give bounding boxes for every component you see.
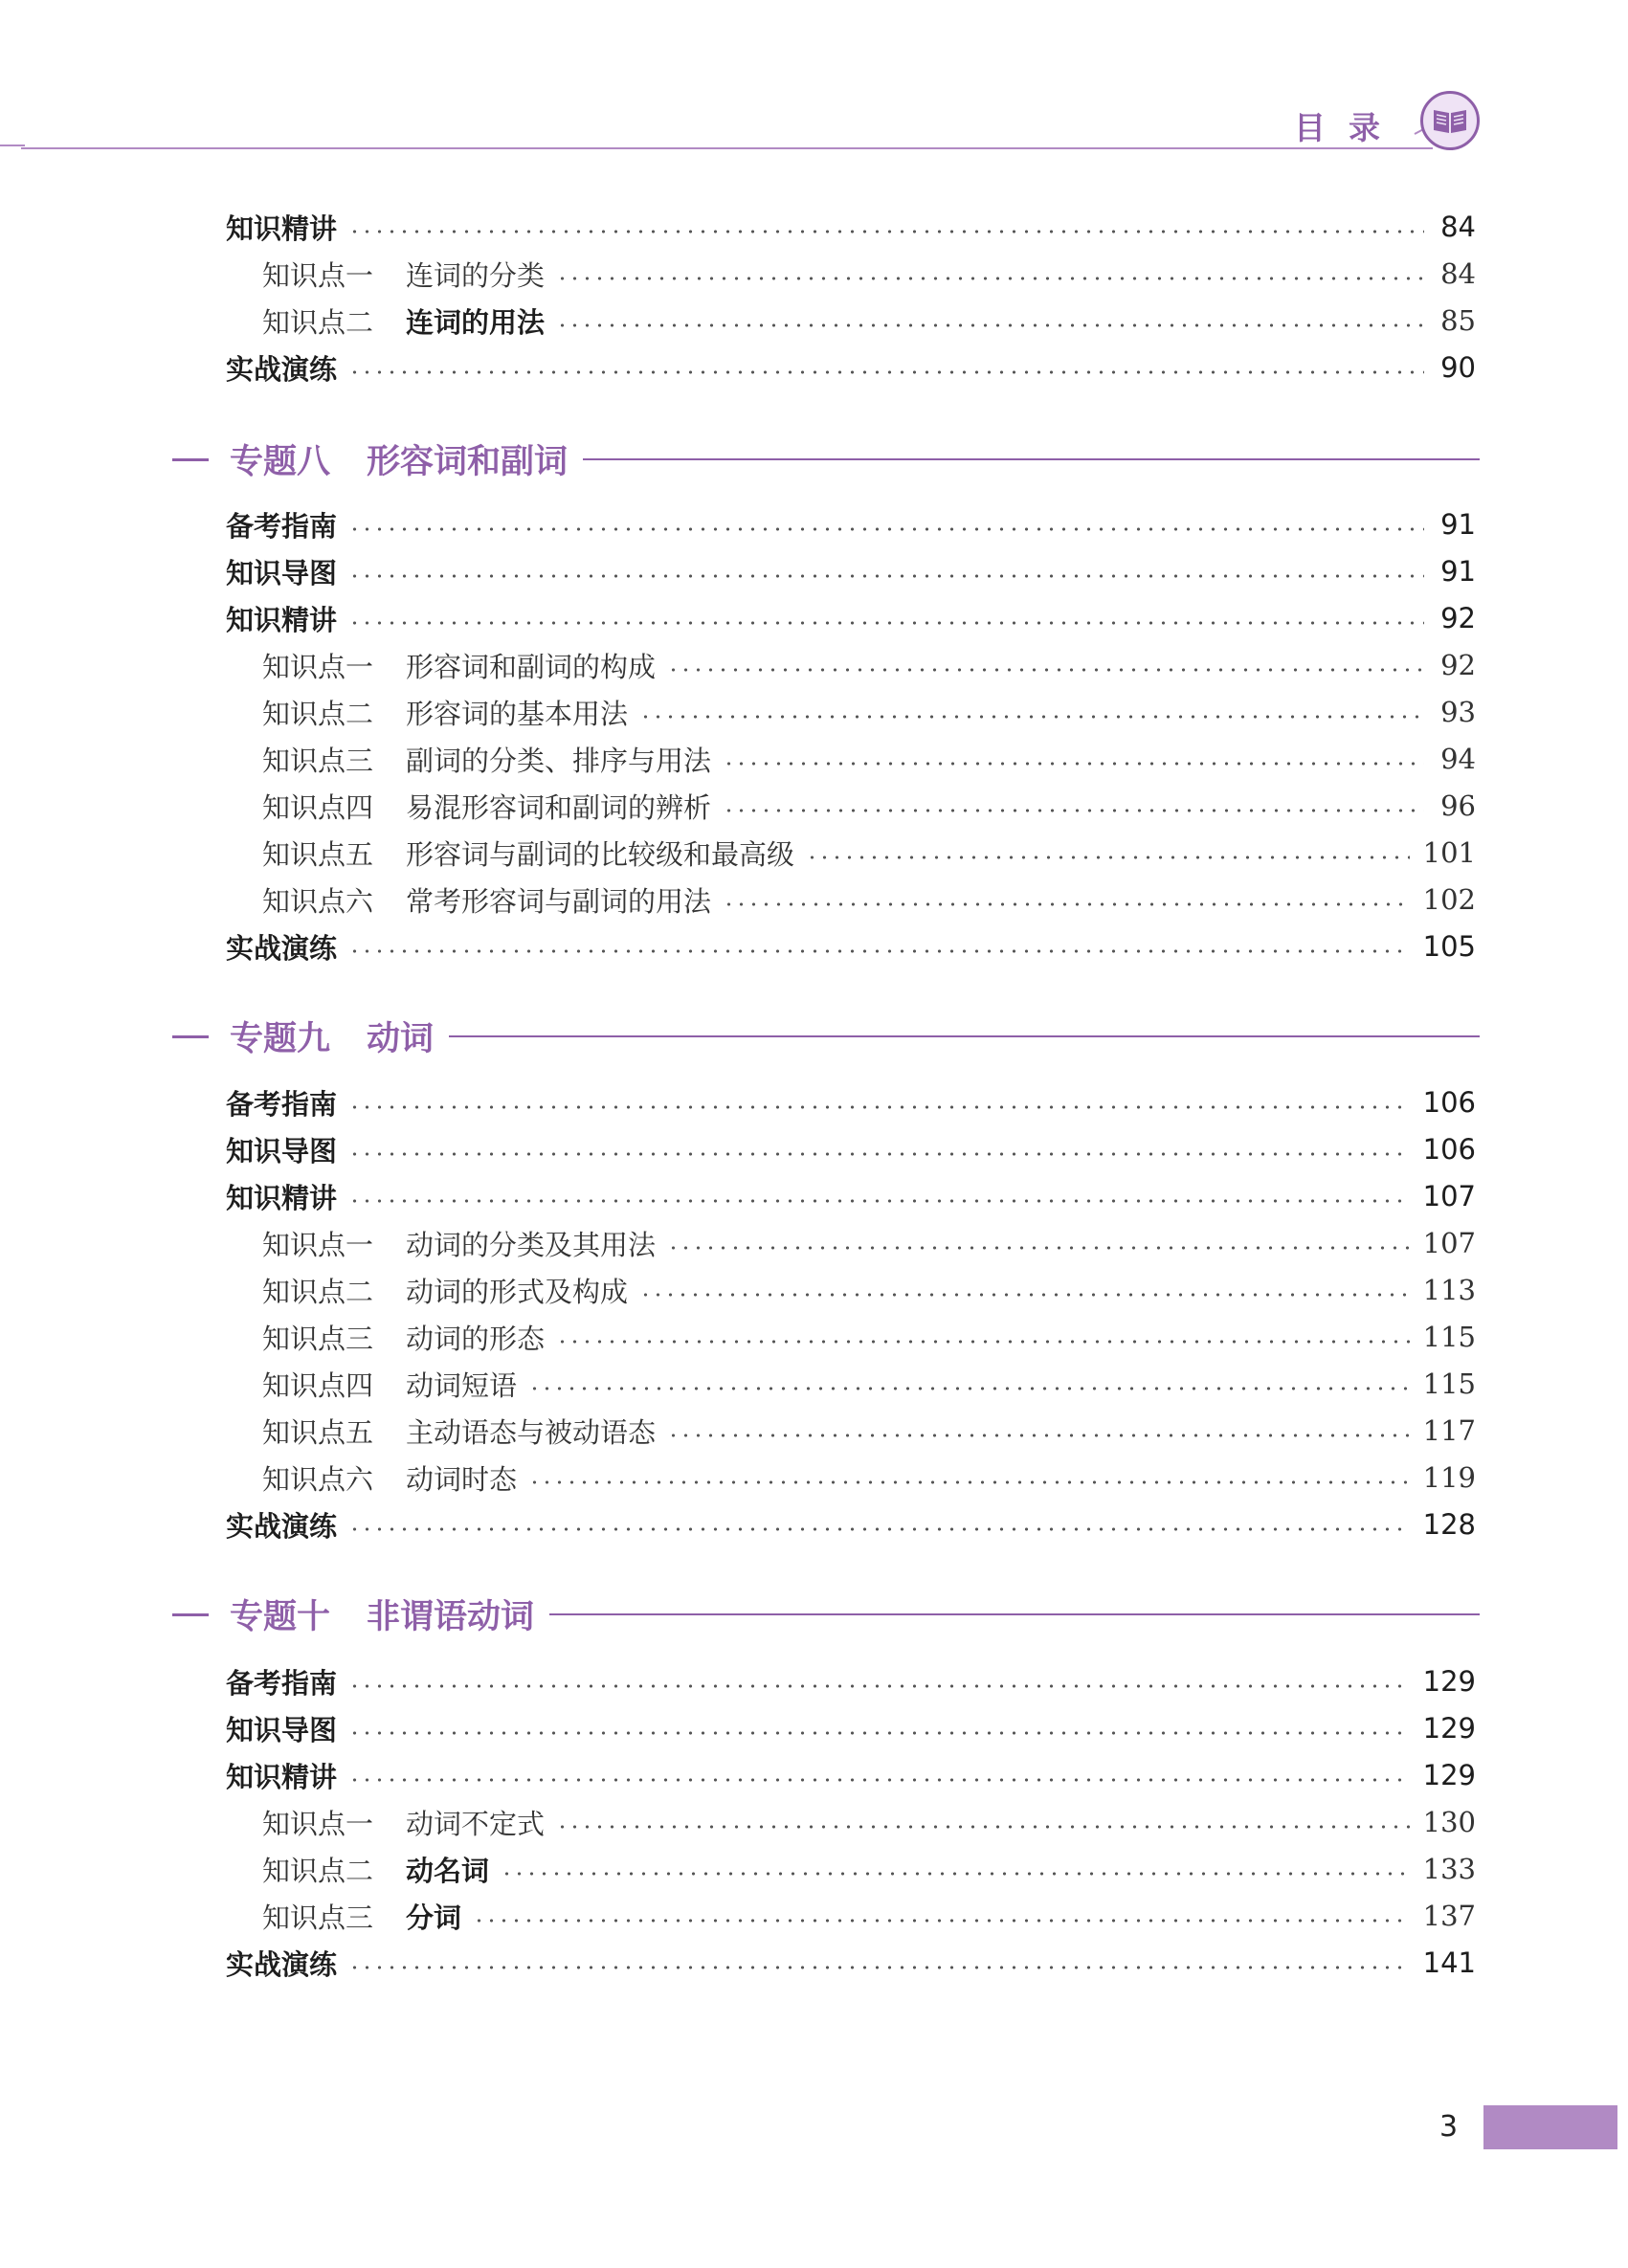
dot-leader [348, 1778, 1410, 1782]
toc-subentry[interactable]: 知识点三 动词的形态 115 [262, 1321, 1476, 1355]
toc-subentry[interactable]: 知识点一 动词的分类及其用法 107 [262, 1227, 1476, 1261]
dot-leader [348, 230, 1424, 233]
dot-leader [528, 1387, 1410, 1390]
toc-subentry[interactable]: 知识点五 形容词与副词的比较级和最高级 101 [262, 836, 1476, 871]
dot-leader [723, 902, 1410, 906]
toc-subentry[interactable]: 知识点一 连词的分类 84 [262, 257, 1476, 292]
heading-rule [449, 1035, 1480, 1037]
toc-entry[interactable]: 备考指南 106 [226, 1086, 1476, 1121]
toc-entry[interactable]: 备考指南 91 [226, 508, 1476, 543]
dot-leader [556, 1825, 1410, 1829]
dot-leader [639, 1293, 1410, 1297]
toc-subentry[interactable]: 知识点三 副词的分类、排序与用法 94 [262, 743, 1476, 777]
dot-leader [348, 527, 1424, 531]
chapter-heading[interactable]: 专题十 非谓语动词 [172, 1590, 1480, 1638]
footer-color-bar [1483, 2105, 1617, 2149]
toc-subentry[interactable]: 知识点六 常考形容词与副词的用法 102 [262, 883, 1476, 918]
toc-subentry[interactable]: 知识点二 动名词 133 [262, 1853, 1476, 1887]
dot-leader [556, 323, 1424, 327]
dot-leader [806, 856, 1410, 859]
toc-subentry[interactable]: 知识点一 形容词和副词的构成 92 [262, 649, 1476, 683]
toc-subentry[interactable]: 知识点四 动词短语 115 [262, 1367, 1476, 1402]
header-title: 目录 [1294, 109, 1403, 146]
dot-leader [667, 1434, 1410, 1437]
toc-entry[interactable]: 实战演练 128 [226, 1508, 1476, 1543]
dot-leader [556, 1340, 1410, 1344]
toc-entry[interactable]: 实战演练 90 [226, 351, 1476, 386]
toc-subentry[interactable]: 知识点三 分词 137 [262, 1900, 1476, 1934]
dot-leader [348, 949, 1410, 953]
toc-entry[interactable]: 实战演练 141 [226, 1946, 1476, 1981]
heading-dash [172, 458, 209, 461]
dot-leader [348, 621, 1424, 625]
dot-leader [348, 1684, 1410, 1688]
heading-rule [583, 458, 1480, 460]
dot-leader [348, 370, 1424, 374]
toc-entry[interactable]: 备考指南 129 [226, 1665, 1476, 1700]
dot-leader [348, 574, 1424, 578]
dot-leader [723, 762, 1424, 766]
toc-subentry[interactable]: 知识点二 形容词的基本用法 93 [262, 696, 1476, 730]
dot-leader [667, 668, 1424, 672]
heading-rule [549, 1613, 1480, 1615]
dot-leader [528, 1480, 1410, 1484]
chapter-heading[interactable]: 专题九 动词 [172, 1012, 1480, 1060]
heading-dash [172, 1035, 209, 1038]
dot-leader [667, 1246, 1410, 1250]
page-number: 3 [1439, 2110, 1459, 2144]
dot-leader [348, 1527, 1410, 1531]
toc-subentry[interactable]: 知识点四 易混形容词和副词的辨析 96 [262, 789, 1476, 824]
toc-entry[interactable]: 知识精讲 129 [226, 1759, 1476, 1793]
dot-leader [348, 1199, 1410, 1203]
toc-subentry[interactable]: 知识点五 主动语态与被动语态 117 [262, 1414, 1476, 1449]
dot-leader [639, 715, 1424, 719]
toc-entry[interactable]: 知识导图 91 [226, 555, 1476, 589]
toc-entry[interactable]: 知识精讲 107 [226, 1180, 1476, 1214]
dot-leader [501, 1872, 1410, 1876]
dot-leader [348, 1152, 1410, 1156]
dot-leader [348, 1731, 1410, 1735]
dot-leader [348, 1966, 1410, 1969]
toc-subentry[interactable]: 知识点二 动词的形式及构成 113 [262, 1274, 1476, 1308]
toc-entry[interactable]: 知识导图 106 [226, 1133, 1476, 1167]
toc-entry[interactable]: 知识导图 129 [226, 1712, 1476, 1746]
toc-entry[interactable]: 实战演练 105 [226, 930, 1476, 965]
dot-leader [348, 1105, 1410, 1109]
toc-subentry[interactable]: 知识点一 动词不定式 130 [262, 1806, 1476, 1840]
dot-leader [556, 277, 1424, 280]
toc-entry[interactable]: 知识精讲 84 [226, 211, 1476, 245]
dot-leader [723, 809, 1424, 812]
toc-subentry[interactable]: 知识点二 连词的用法 85 [262, 304, 1476, 339]
heading-dash [172, 1613, 209, 1616]
dot-leader [473, 1919, 1410, 1923]
toc-subentry[interactable]: 知识点六 动词时态 119 [262, 1461, 1476, 1496]
toc-entry[interactable]: 知识精讲 92 [226, 602, 1476, 636]
chapter-heading[interactable]: 专题八 形容词和副词 [172, 435, 1480, 483]
